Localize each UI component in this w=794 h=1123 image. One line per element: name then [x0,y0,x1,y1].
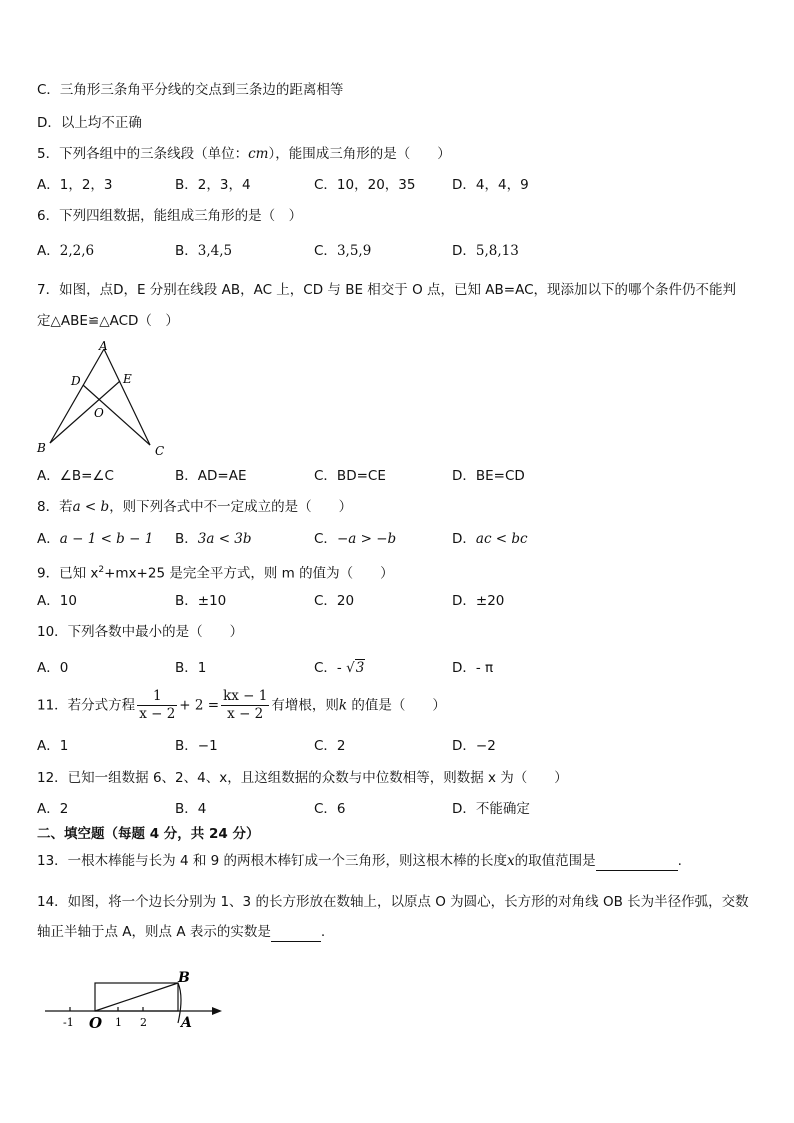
q11-option-a: A．1 [37,738,69,754]
q8-option-b: B．3a < 3b [175,531,252,547]
question-11-options [37,736,597,756]
q7-option-c: C．BD=CE [314,468,386,484]
question-12-options [37,799,597,819]
q9-option-c: C．20 [314,593,355,609]
q5-option-a: A．1，2，3 [37,177,113,193]
question-7-options [37,466,597,486]
q9-option-d: D．±20 [452,593,505,609]
question-9: 9．已知 $x^2+mx+25$ 是完全平方式，则 m 的值为（ ） [37,565,394,582]
question-14-line2: 轴正半轴于点 A，则点 A 表示的实数是 . [37,924,326,940]
q12-option-c: C．6 [314,801,346,817]
label-b: B [37,441,46,455]
question-12: 12．已知一组数据 6、2、4、x，且这组数据的众数与中位数相等，则数据 x 为（ ） [37,770,568,786]
fraction-1: $\frac{1}{x - 2}$ [139,688,176,722]
question-14-line1: 14．如图，将一个边长分别为 1、3 的长方形放在数轴上，以原点 O 为圆心，长方形的对角线 OB 长为半径作弧，交数 [37,894,749,910]
q5-option-b: B．2，3，4 [175,177,251,193]
q6-option-c: C．3,5,9 [314,243,372,259]
q7-option-b: B．AD=AE [175,468,247,484]
q8-option-c: C．−a > −b [314,531,397,547]
label-d: D [71,374,81,388]
question-7-line2: 定△ABE≌△ACD（ ） [37,313,179,329]
q11-option-c: C．2 [314,738,346,754]
point-a-label: A [181,1015,192,1031]
question-13: 13．一根木棒能与长为 4 和 9 的两根木棒钉成一个三角形，则这根木棒的长度x的取值范围是 . [37,853,682,869]
q8-option-a: A．a − 1 < b − 1 [37,531,154,547]
q5-option-d: D．4，4，9 [452,177,529,193]
q7-option-a: A．∠B=∠C [37,468,114,484]
answer-blank[interactable] [271,927,321,942]
tick-label-minus1: -1 [63,1016,74,1029]
q6-option-d: D．5,8,13 [452,243,519,259]
tick-label-1: 1 [115,1016,122,1029]
label-a: A [99,339,108,353]
number-line-figure [40,965,230,1035]
question-11: 11．若分式方程 $\frac{1}{x - 2}$ + 2 = $\frac{kx - 1}{x - 2}$ 有增根，则k 的值是（ ） [37,688,446,722]
question-6-options [37,241,597,261]
question-7-line1: 7．如图，点D，E 分别在线段 AB，AC 上，CD 与 BE 相交于 O 点，已知 AB=AC，现添加以下的哪个条件仍不能判 [37,282,737,298]
origin-label: O [89,1014,103,1032]
section-heading-fill-in: 二、填空题（每题 4 分，共 24 分） [37,826,260,842]
q11-option-b: B．−1 [175,738,218,754]
question-10: 10．下列各数中最小的是（ ） [37,624,244,640]
label-c: C [155,444,165,458]
question-6: 6．下列四组数据，能组成三角形的是（ ） [37,208,303,224]
q6-option-b: B．3,4,5 [175,243,233,259]
q10-option-d: D．- π [452,660,494,676]
question-8: 8．若a < b，则下列各式中不一定成立的是（ ） [37,499,353,515]
q9-option-a: A．10 [37,593,77,609]
q6-option-a: A．2,2,6 [37,243,95,259]
q9-option-b: B．±10 [175,593,227,609]
option-c-prev-question: C．三角形三条角平分线的交点到三条边的距离相等 [37,82,344,98]
q10-option-a: A．0 [37,660,69,676]
answer-blank[interactable] [596,856,678,871]
question-10-options [37,658,597,678]
q12-option-a: A．2 [37,801,69,817]
q11-option-d: D．−2 [452,738,496,754]
q5-option-c: C．10，20，35 [314,177,416,193]
question-8-options [37,529,597,549]
question-5-options [37,175,597,195]
fraction-2: $\frac{kx - 1}{x - 2}$ [223,688,268,722]
triangle-figure [30,335,180,460]
q10-option-b: B．1 [175,660,207,676]
label-e: E [123,372,132,386]
tick-label-2: 2 [140,1016,147,1029]
point-b-label: B [178,970,190,986]
label-o: O [94,406,104,420]
question-5: 5．下列各组中的三条线段（单位：cm），能围成三角形的是（ ） [37,146,451,162]
option-d-prev-question: D．以上均不正确 [37,115,142,131]
question-9-options [37,591,597,611]
unit-cm: cm [248,146,269,162]
q12-option-b: B．4 [175,801,207,817]
q10-option-c: C．- √3 [314,660,365,676]
q7-option-d: D．BE=CD [452,468,525,484]
q8-option-d: D．ac < bc [452,531,528,547]
q12-option-d: D．不能确定 [452,801,530,817]
